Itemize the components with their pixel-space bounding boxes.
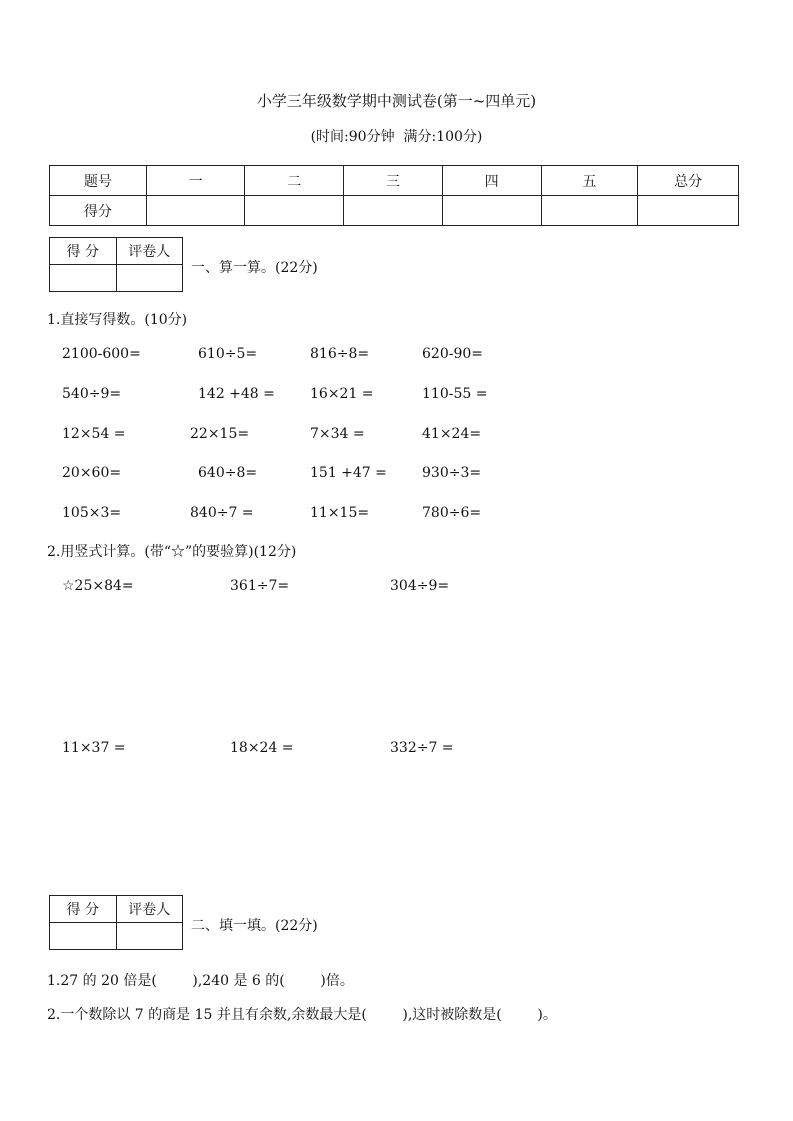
page-title: 小学三年级数学期中测试卷(第一~四单元)	[256, 92, 537, 110]
problem-item: 105×3=	[62, 505, 122, 521]
score-table	[49, 165, 739, 226]
score-header-cell: 总分	[638, 166, 739, 196]
vertical-problem-item: 304÷9=	[390, 578, 450, 594]
problem-item: 110-55 =	[422, 386, 488, 402]
problem-item: 20×60=	[62, 465, 122, 481]
grader-reviewer-label: 评卷人	[116, 896, 183, 923]
problem-item: 2100-600=	[62, 346, 141, 362]
score-input-cell[interactable]	[442, 196, 541, 226]
score-header-cell: 四	[442, 166, 541, 196]
fill-question-1: 1.27 的 20 倍是( ),240 是 6 的( )倍。	[47, 973, 354, 989]
problem-item: 151 +47 =	[310, 465, 387, 481]
problem-item: 41×24=	[422, 426, 482, 442]
score-input-cell[interactable]	[638, 196, 739, 226]
grader-score-cell[interactable]	[50, 923, 117, 950]
vertical-problem-item: ☆25×84=	[62, 578, 134, 594]
problem-item: 16×21 =	[310, 386, 374, 402]
grader-reviewer-cell[interactable]	[116, 265, 183, 292]
problem-item: 780÷6=	[422, 505, 482, 521]
score-header-cell: 三	[344, 166, 443, 196]
problem-item: 930÷3=	[422, 465, 482, 481]
problem-item: 640÷8=	[198, 465, 258, 481]
vertical-problem-item: 18×24 =	[230, 740, 294, 756]
fill-question-2: 2.一个数除以 7 的商是 15 并且有余数,余数最大是( ),这时被除数是( )。	[47, 1007, 557, 1023]
score-header-cell: 二	[245, 166, 344, 196]
grader-score-label: 得 分	[50, 896, 117, 923]
grader-box-section2	[49, 895, 183, 950]
vertical-problem-item: 11×37 =	[62, 740, 126, 756]
grader-reviewer-cell[interactable]	[116, 923, 183, 950]
score-table-header-row	[50, 166, 739, 196]
problem-item: 142 +48 =	[198, 386, 275, 402]
problem-item: 22×15=	[190, 426, 250, 442]
section2-title: 二、填一填。(22分)	[191, 918, 318, 934]
score-header-cell: 五	[541, 166, 638, 196]
problem-item: 540÷9=	[62, 386, 122, 402]
grader-box-section1	[49, 237, 183, 292]
problem-item: 620-90=	[422, 346, 483, 362]
problem-item: 840÷7 =	[190, 505, 254, 521]
q2-title: 2.用竖式计算。(带“☆”的要验算)(12分)	[47, 544, 297, 560]
score-header-cell: 一	[146, 166, 245, 196]
score-input-cell[interactable]	[146, 196, 245, 226]
score-input-cell[interactable]	[245, 196, 344, 226]
score-input-cell[interactable]	[541, 196, 638, 226]
score-header-cell: 题号	[50, 166, 147, 196]
problem-item: 610÷5=	[198, 346, 258, 362]
problem-item: 816÷8=	[310, 346, 370, 362]
grader-score-label: 得 分	[50, 238, 117, 265]
score-table-score-row	[50, 196, 739, 226]
q1-title: 1.直接写得数。(10分)	[47, 312, 188, 328]
grader-score-cell[interactable]	[50, 265, 117, 292]
grader-reviewer-label: 评卷人	[116, 238, 183, 265]
problem-item: 7×34 =	[310, 426, 365, 442]
section1-title: 一、算一算。(22分)	[191, 260, 318, 276]
problem-item: 11×15=	[310, 505, 370, 521]
page-subtitle: (时间:90分钟 满分:100分)	[310, 129, 483, 145]
problem-item: 12×54 =	[62, 426, 126, 442]
score-row-label: 得分	[50, 196, 147, 226]
score-input-cell[interactable]	[344, 196, 443, 226]
vertical-problem-item: 332÷7 =	[390, 740, 454, 756]
vertical-problem-item: 361÷7=	[230, 578, 290, 594]
